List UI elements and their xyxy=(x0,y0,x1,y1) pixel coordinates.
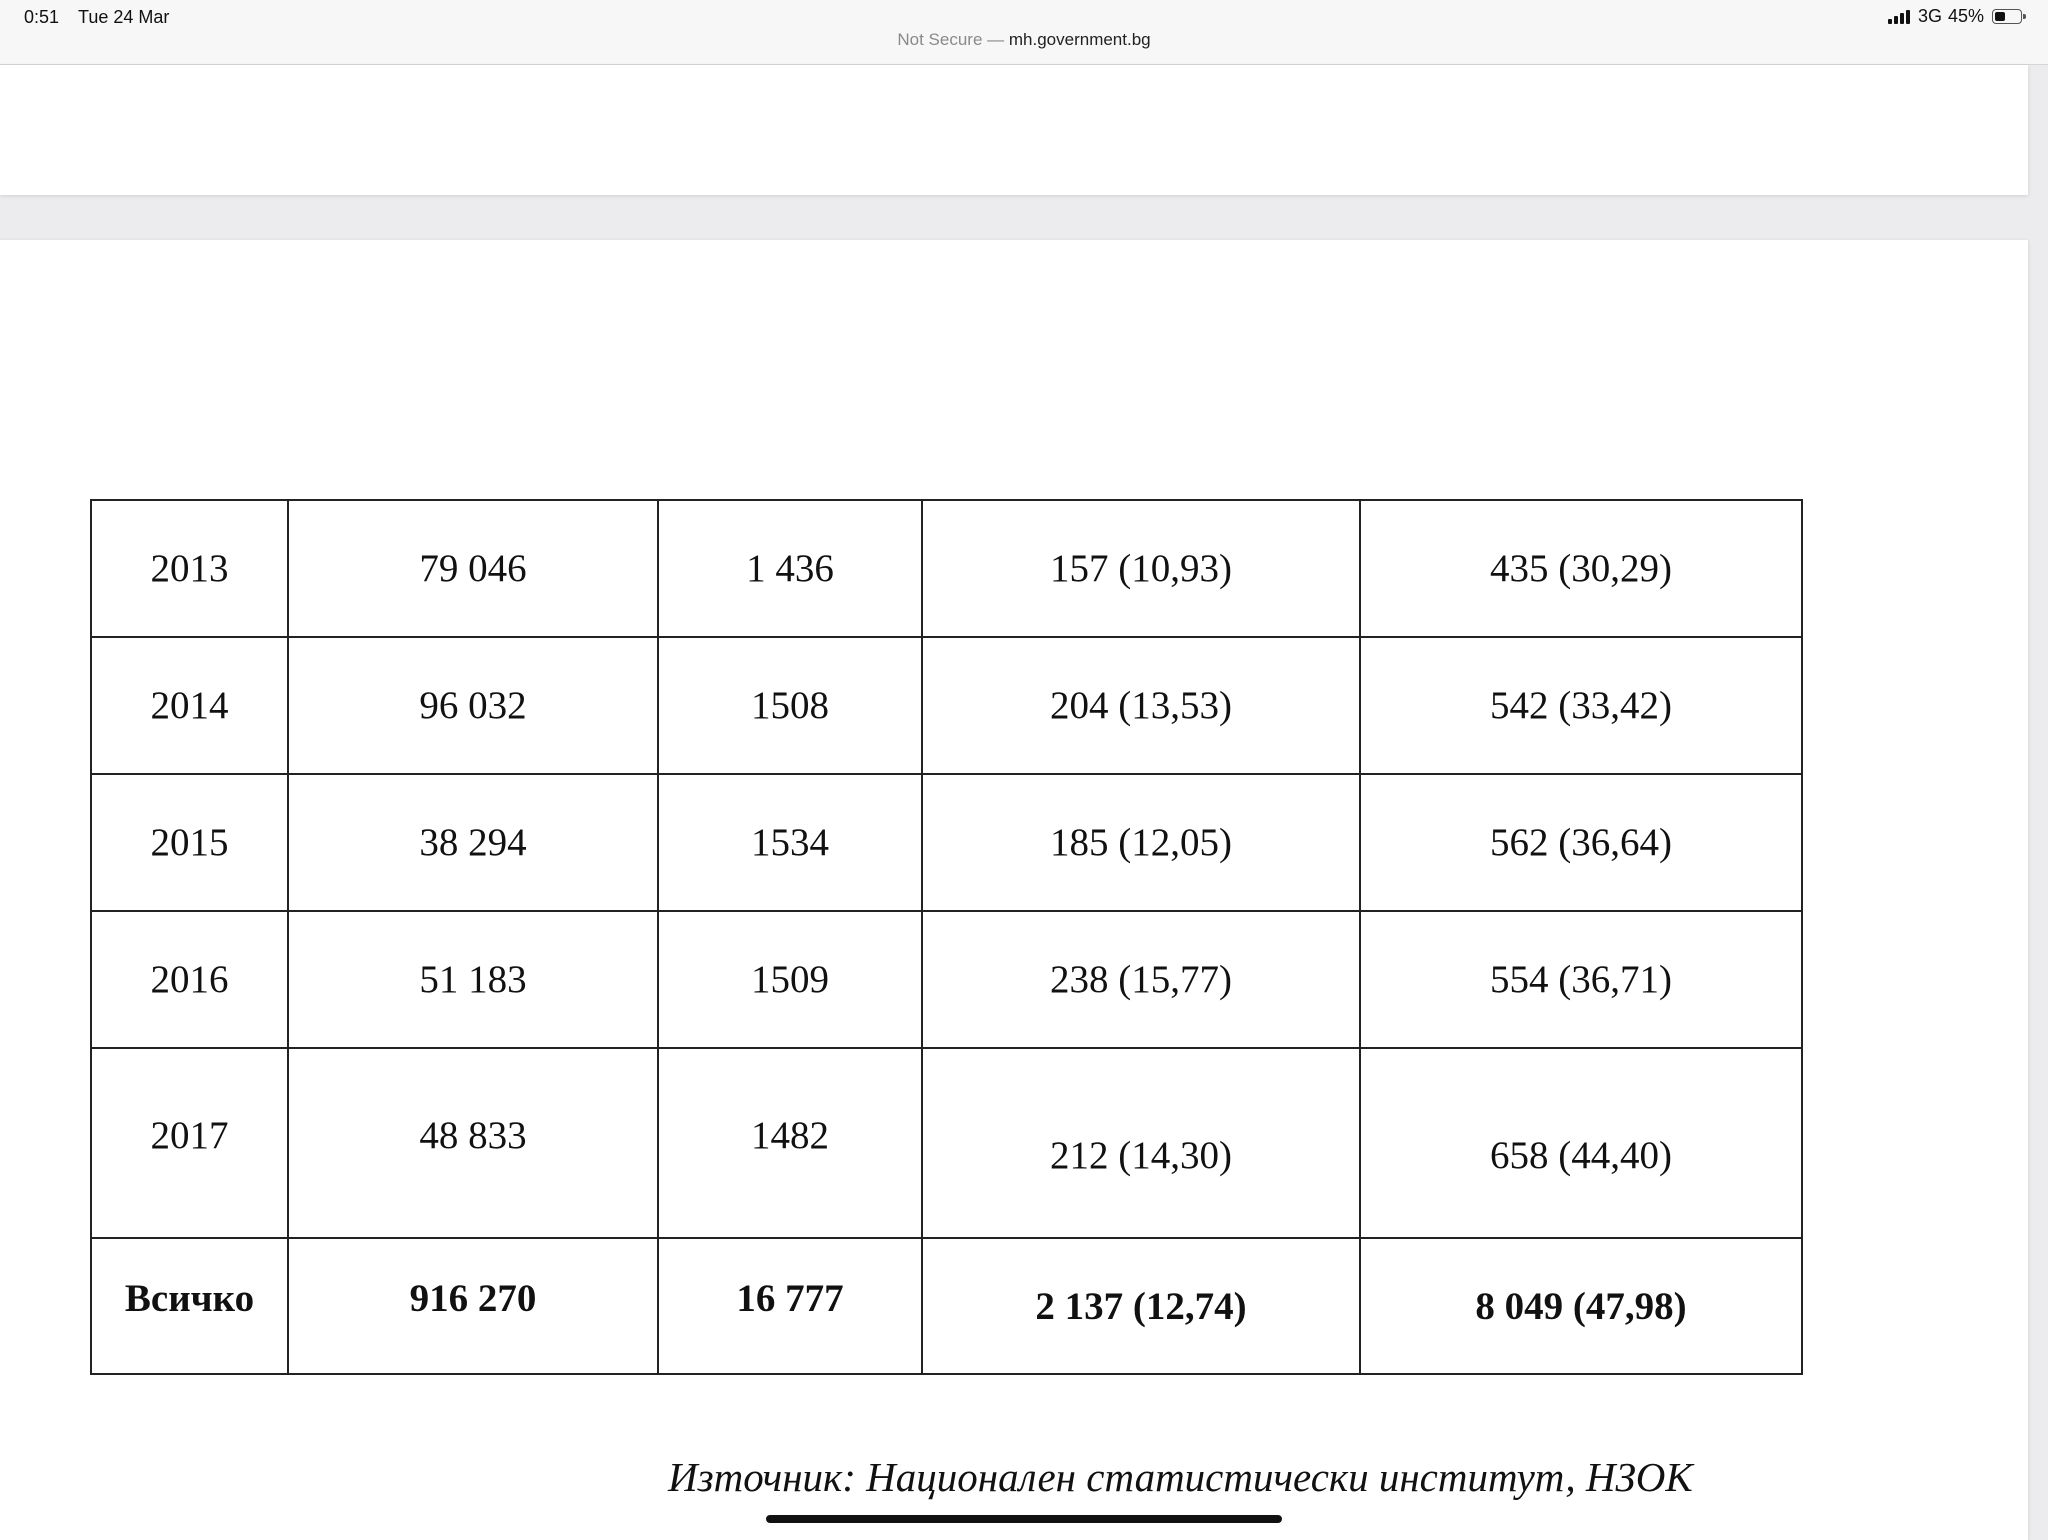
source-note: Източник: Национален статистически институт, НЗОК xyxy=(668,1454,1693,1500)
table-cell: 185 (12,05) xyxy=(922,774,1360,911)
table-cell: 1508 xyxy=(658,637,922,774)
table-cell: 8 049 (47,98) xyxy=(1360,1238,1802,1374)
table-cell: 38 294 xyxy=(288,774,658,911)
table-cell: 1 436 xyxy=(658,500,922,637)
status-date: Tue 24 Mar xyxy=(78,7,170,27)
status-time: 0:51 xyxy=(24,7,60,27)
table-cell: 554 (36,71) xyxy=(1360,911,1802,1048)
table-row xyxy=(91,637,1802,774)
cellular-signal-icon xyxy=(1888,10,1910,24)
table-row xyxy=(91,1048,1802,1238)
table-cell xyxy=(658,1238,922,1374)
table-cell: 562 (36,64) xyxy=(1360,774,1802,911)
table-cell: 157 (10,93) xyxy=(922,500,1360,637)
url-domain: mh.government.bg xyxy=(1008,30,1151,49)
battery-icon xyxy=(1992,9,2022,24)
battery-percent: 45% xyxy=(1947,6,1984,26)
table-cell: 79 046 xyxy=(288,500,658,637)
document-page xyxy=(0,240,2028,1540)
table-cell: 435 (30,29) xyxy=(1360,500,1802,637)
table-cell: 1509 xyxy=(658,911,922,1048)
year-cell: 2014 xyxy=(91,637,288,774)
cell-text: 2017 xyxy=(150,1113,229,1157)
year-cell xyxy=(91,1048,288,1238)
network-type: 3G xyxy=(1917,6,1942,26)
table-cell: 96 032 xyxy=(288,637,658,774)
battery-fill xyxy=(1995,12,2005,21)
cell-text: 1482 xyxy=(751,1113,829,1157)
table-cell: 238 (15,77) xyxy=(922,911,1360,1048)
not-secure-label: Not Secure — xyxy=(897,30,1005,49)
table-row xyxy=(91,911,1802,1048)
total-label xyxy=(91,1238,288,1374)
table-cell xyxy=(288,1048,658,1238)
year-cell: 2013 xyxy=(91,500,288,637)
table-cell: 204 (13,53) xyxy=(922,637,1360,774)
cell-text: 658 (44,40) xyxy=(1490,1133,1672,1177)
previous-page xyxy=(0,65,2028,195)
table-cell xyxy=(658,1048,922,1238)
table-cell: 542 (33,42) xyxy=(1360,637,1802,774)
table-cell: 51 183 xyxy=(288,911,658,1048)
status-and-address-bar xyxy=(0,0,2048,65)
table-cell xyxy=(288,1238,658,1374)
year-cell: 2016 xyxy=(91,911,288,1048)
cell-text: 48 833 xyxy=(419,1113,527,1157)
cell-text: 16 777 xyxy=(736,1276,844,1320)
statistics-table xyxy=(90,499,1803,1375)
year-cell: 2015 xyxy=(91,774,288,911)
cell-text: 916 270 xyxy=(409,1276,537,1320)
table-cell: 2 137 (12,74) xyxy=(922,1238,1360,1374)
table-row xyxy=(91,500,1802,637)
status-indicators xyxy=(1888,6,2022,27)
table-cell xyxy=(922,1048,1360,1238)
table-row xyxy=(91,774,1802,911)
table-cell xyxy=(1360,1048,1802,1238)
cell-text: 212 (14,30) xyxy=(1050,1133,1232,1177)
table-cell: 1534 xyxy=(658,774,922,911)
cell-text: Всичко xyxy=(124,1276,255,1320)
total-row xyxy=(91,1238,1802,1374)
home-indicator[interactable] xyxy=(766,1515,1282,1523)
address-bar[interactable] xyxy=(0,30,2048,50)
